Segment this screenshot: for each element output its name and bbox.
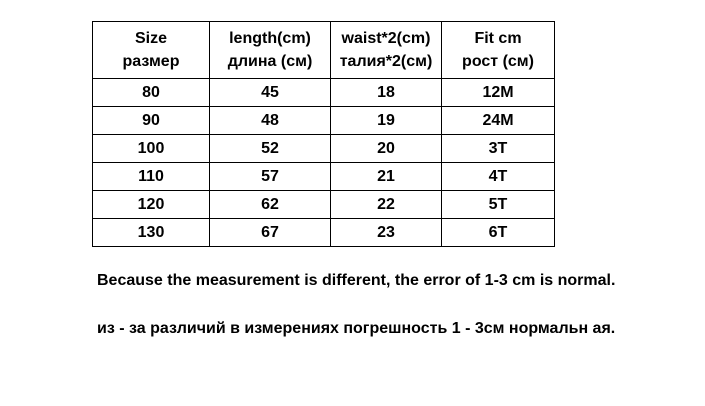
cell-fit: 4T	[442, 163, 555, 191]
cell-fit: 3T	[442, 135, 555, 163]
cell-length: 67	[210, 219, 331, 247]
header-label-ru: рост (см)	[462, 53, 534, 70]
header-label-ru: талия*2(см)	[339, 53, 433, 70]
header-size	[93, 22, 210, 79]
table-row	[93, 107, 555, 135]
table-row	[93, 191, 555, 219]
cell-size: 100	[93, 135, 210, 163]
cell-length: 48	[210, 107, 331, 135]
header-label-en: length(cm)	[229, 30, 311, 47]
measurement-note-russian: из - за различий в измерениях погрешность 1 - 3см нормальн ая.	[97, 320, 616, 337]
header-fit	[442, 22, 555, 79]
header-label-en: waist*2(cm)	[341, 30, 431, 47]
header-length	[210, 22, 331, 79]
table-row	[93, 79, 555, 107]
size-chart-table	[92, 21, 555, 247]
cell-size: 130	[93, 219, 210, 247]
header-label-ru: размер	[122, 53, 180, 70]
cell-size: 80	[93, 79, 210, 107]
cell-fit: 24M	[442, 107, 555, 135]
cell-length: 62	[210, 191, 331, 219]
header-waist	[331, 22, 442, 79]
cell-length: 45	[210, 79, 331, 107]
table-row	[93, 219, 555, 247]
measurement-note-english: Because the measurement is different, the error of 1-3 cm is normal.	[97, 272, 616, 289]
cell-waist: 21	[331, 163, 442, 191]
cell-fit: 5T	[442, 191, 555, 219]
table-row	[93, 135, 555, 163]
cell-length: 57	[210, 163, 331, 191]
cell-size: 120	[93, 191, 210, 219]
cell-length: 52	[210, 135, 331, 163]
cell-waist: 20	[331, 135, 442, 163]
cell-fit: 6T	[442, 219, 555, 247]
table-row	[93, 163, 555, 191]
cell-waist: 19	[331, 107, 442, 135]
table-header-row	[93, 22, 555, 79]
cell-size: 90	[93, 107, 210, 135]
header-label-en: Size	[134, 30, 167, 47]
cell-waist: 18	[331, 79, 442, 107]
cell-size: 110	[93, 163, 210, 191]
cell-waist: 23	[331, 219, 442, 247]
cell-fit: 12M	[442, 79, 555, 107]
cell-waist: 22	[331, 191, 442, 219]
header-label-ru: длина (см)	[227, 53, 313, 70]
header-label-en: Fit cm	[474, 30, 522, 47]
